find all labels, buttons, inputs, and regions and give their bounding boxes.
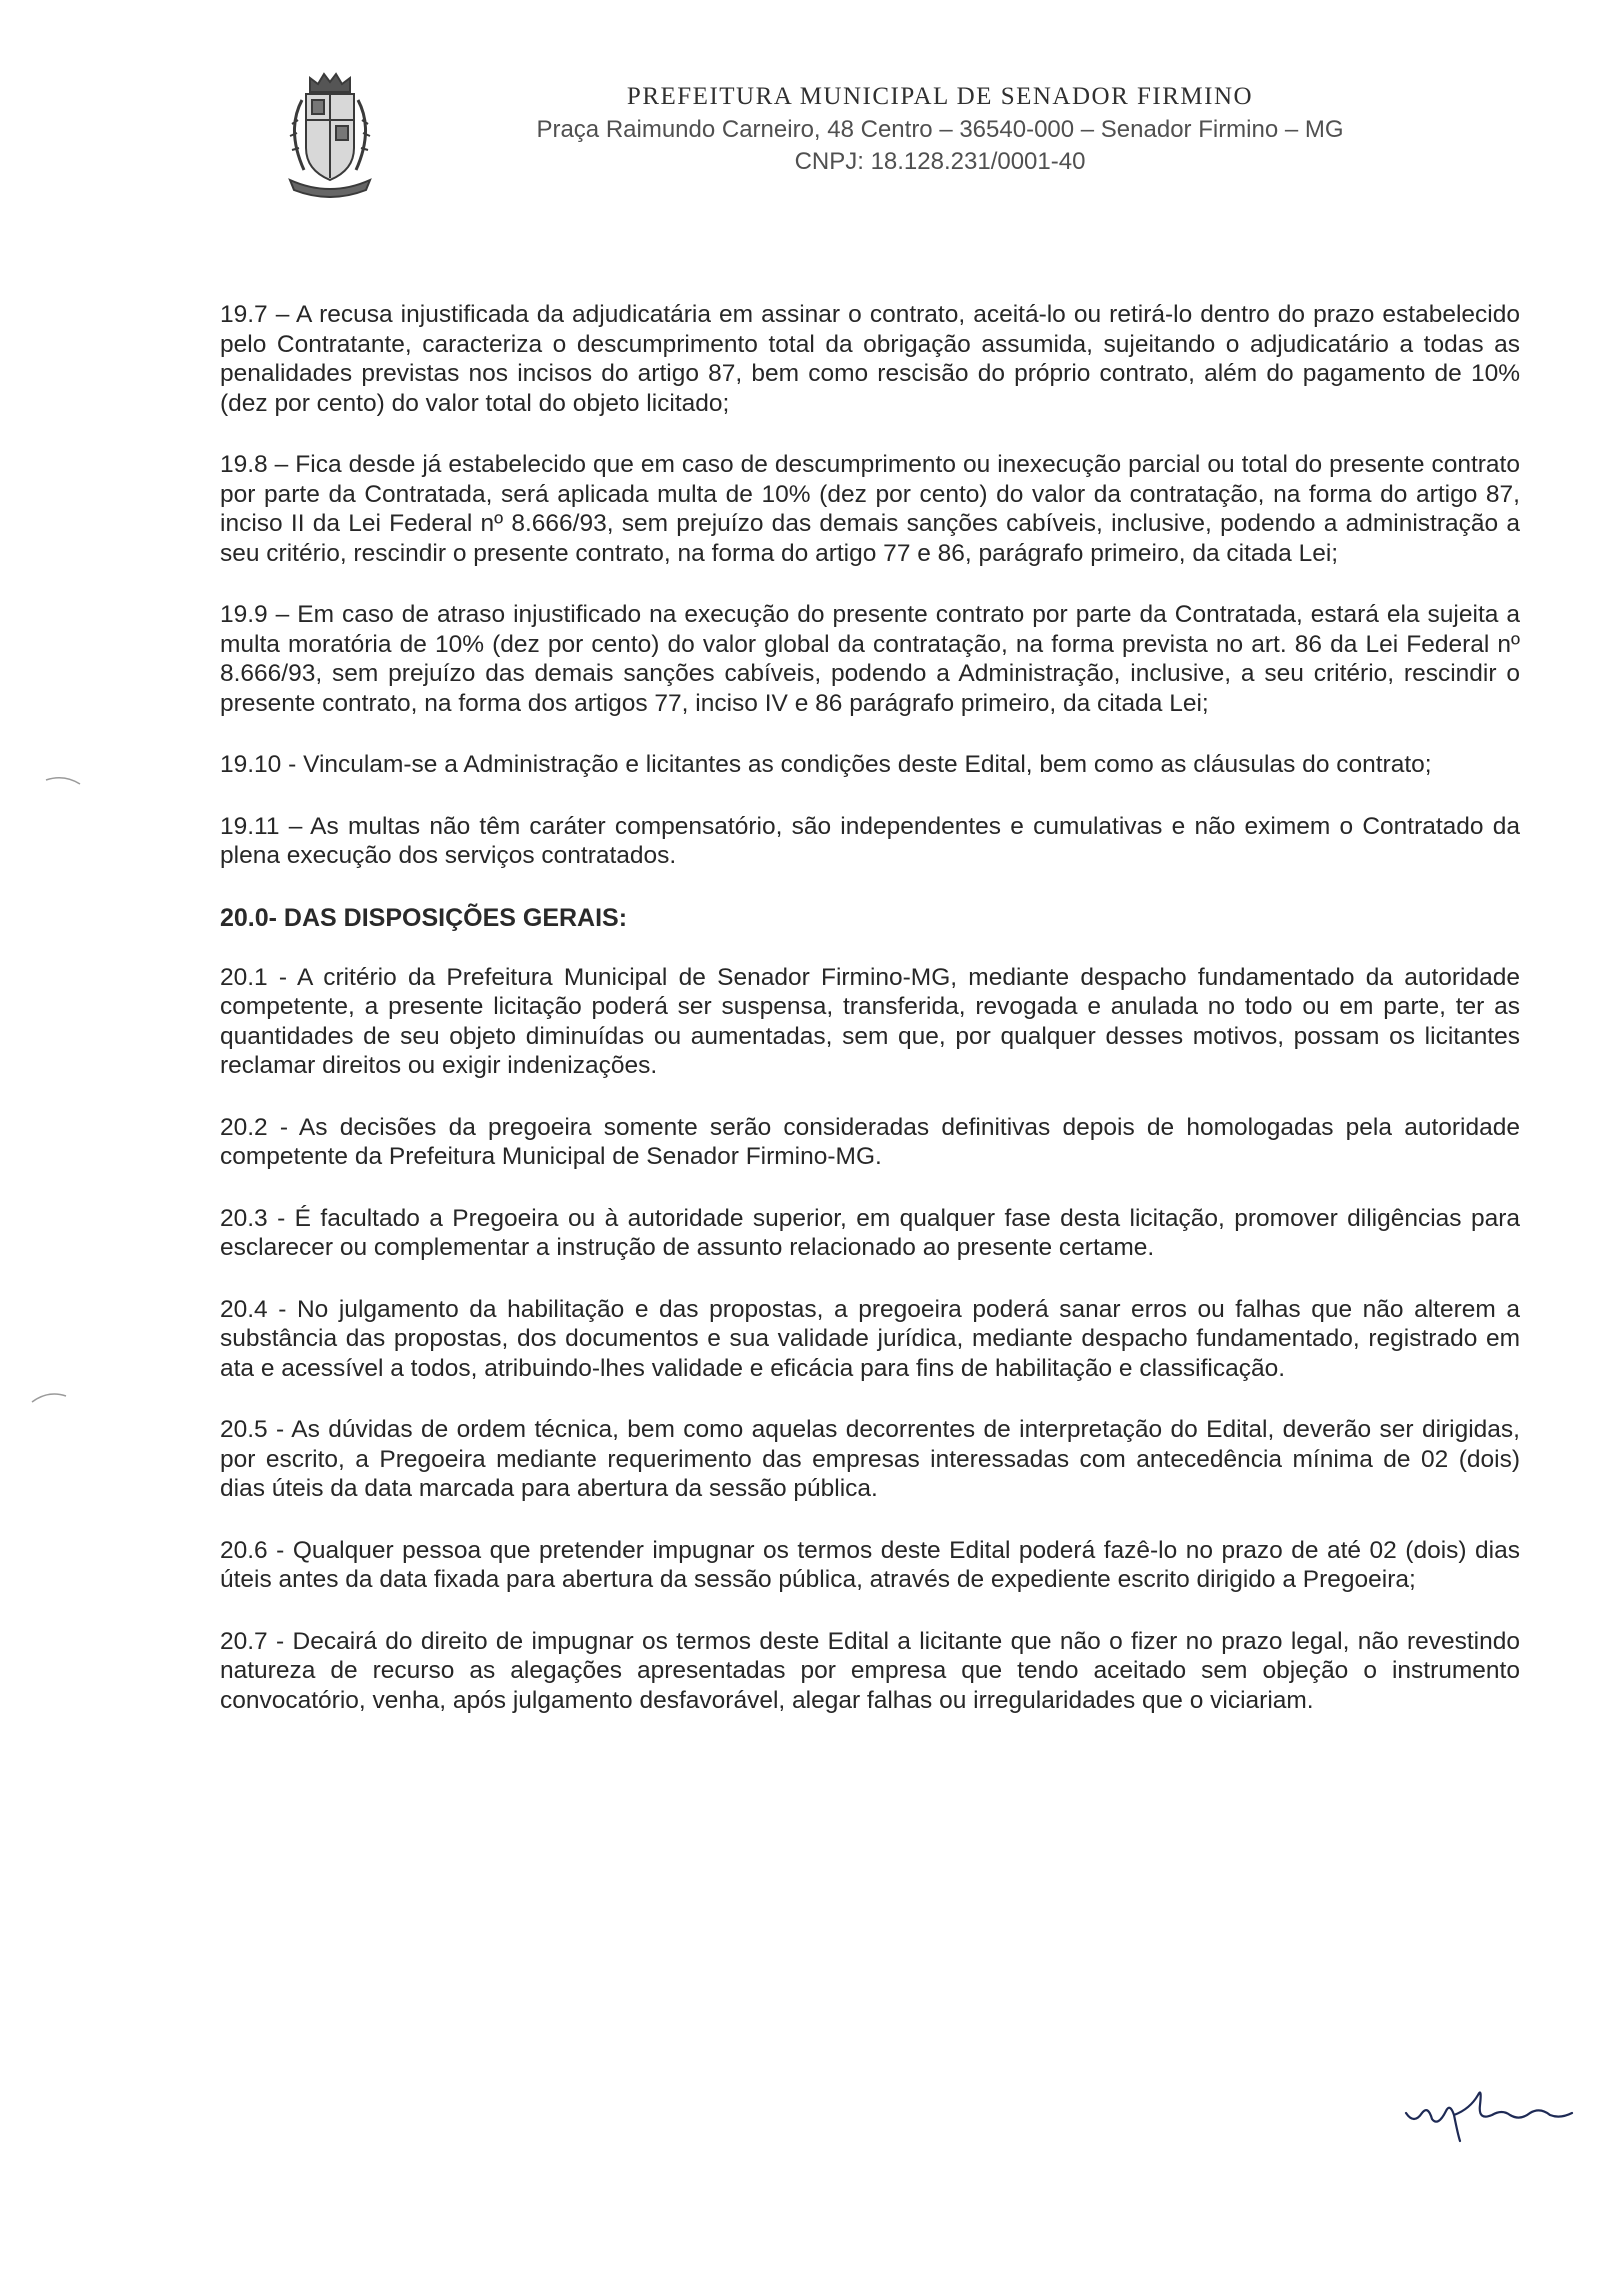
clause-20-7: 20.7 - Decairá do direito de impugnar os termos deste Edital a licitante que não o fizer no prazo legal, não revestindo natureza de recurso as alegações apresentadas por empresa que tendo aceitado sem objeção o instrumento convocatório, venha, após julgamento desfavorável, alegar falhas ou irregularidades que o viciariam. — [220, 1627, 1520, 1714]
coat-of-arms-logo — [278, 70, 382, 198]
clause-20-6: 20.6 - Qualquer pessoa que pretender impugnar os termos deste Edital poderá fazê-lo no prazo de até 02 (dois) dias úteis antes da data fixada para abertura da sessão pública, através de expediente escrito dirigido a Pregoeira; — [220, 1536, 1520, 1593]
clause-20-3: 20.3 - É facultado a Pregoeira ou à autoridade superior, em qualquer fase desta licitação, promover diligências para esclarecer ou complementar a instrução de assunto relacionado ao presente certame. — [220, 1204, 1520, 1261]
clause-19-7: 19.7 – A recusa injustificada da adjudicatária em assinar o contrato, aceitá-lo ou retirá-lo dentro do prazo estabelecido pelo Contratante, caracteriza o descumprimento total da obrigação assumida, sujeitando o adjudicatário a todas as penalidades previstas nos incisos do artigo 87, bem como rescisão do próprio contrato, além do pagamento de 10% (dez por cento) do valor total do objeto licitado; — [220, 301, 1520, 417]
clause-19-8: 19.8 – Fica desde já estabelecido que em caso de descumprimento ou inexecução parcial ou total do presente contrato por parte da Contratada, será aplicada multa de 10% (dez por cento) do valor da contratação, na forma do artigo 87, inciso II da Lei Federal nº 8.666/93, sem prejuízo das demais sanções cabíveis, inclusive, podendo a administração a seu critério, rescindir o presente contrato, na forma do artigo 77 e 86, parágrafo primeiro, da citada Lei; — [220, 451, 1520, 567]
clause-20-2: 20.2 - As decisões da pregoeira somente serão consideradas definitivas depois de homologadas pela autoridade competente da Prefeitura Municipal de Senador Firmino-MG. — [220, 1113, 1520, 1170]
clause-20-4: 20.4 - No julgamento da habilitação e das propostas, a pregoeira poderá sanar erros ou falhas que não alterem a substância das propostas, dos documentos e sua validade jurídica, mediante despacho fundamentado, registrado em ata e acessível a todos, atribuindo-lhes validade e eficácia para fins de habilitação e classificação. — [220, 1295, 1520, 1382]
clause-20-1: 20.1 - A critério da Prefeitura Municipal de Senador Firmino-MG, mediante despacho fundamentado da autoridade competente, a presente licitação poderá ser suspensa, transferida, revogada e anulada no todo ou em parte, ter as quantidades de seu objeto diminuídas ou aumentadas, sem que, por qualquer desses motivos, possam os licitantes reclamar direitos ou exigir indenizações. — [220, 963, 1520, 1079]
handwritten-signature — [1400, 2075, 1580, 2145]
scan-margin-mark — [30, 1388, 70, 1408]
section-20-heading: 20.0- DAS DISPOSIÇÕES GERAIS: — [220, 903, 628, 932]
clause-20-5: 20.5 - As dúvidas de ordem técnica, bem como aquelas decorrentes de interpretação do Edital, deverão ser dirigidas, por escrito, a Pregoeira mediante requerimento das empresas interessadas com antecedência mínima de 02 (dois) dias úteis da data marcada para abertura da sessão pública. — [220, 1416, 1520, 1502]
prefecture-address: Praça Raimundo Carneiro, 48 Centro – 36540-000 – Senador Firmino – MG — [536, 116, 1344, 143]
prefecture-title: PREFEITURA MUNICIPAL DE SENADOR FIRMINO — [626, 83, 1254, 110]
scan-margin-mark — [44, 770, 84, 790]
clause-19-10: 19.10 - Vinculam-se a Administração e licitantes as condições deste Edital, bem como as cláusulas do contrato; — [220, 751, 1432, 778]
clause-19-9: 19.9 – Em caso de atraso injustificado na execução do presente contrato por parte da Contratada, estará ela sujeita a multa moratória de 10% (dez por cento) do valor global da contratação, na forma prevista no art. 86 da Lei Federal nº 8.666/93, sem prejuízo das demais sanções cabíveis, podendo a Administração, inclusive, a seu critério, rescindir o presente contrato, na forma dos artigos 77, inciso IV e 86 parágrafo primeiro, da citada Lei; — [220, 601, 1520, 717]
letterhead — [440, 80, 1440, 178]
document-body — [220, 300, 1520, 1747]
prefecture-cnpj: CNPJ: 18.128.231/0001-40 — [794, 148, 1086, 175]
clause-19-11: 19.11 – As multas não têm caráter compensatório, são independentes e cumulativas e não eximem o Contratado da plena execução dos serviços contratados. — [220, 812, 1520, 869]
